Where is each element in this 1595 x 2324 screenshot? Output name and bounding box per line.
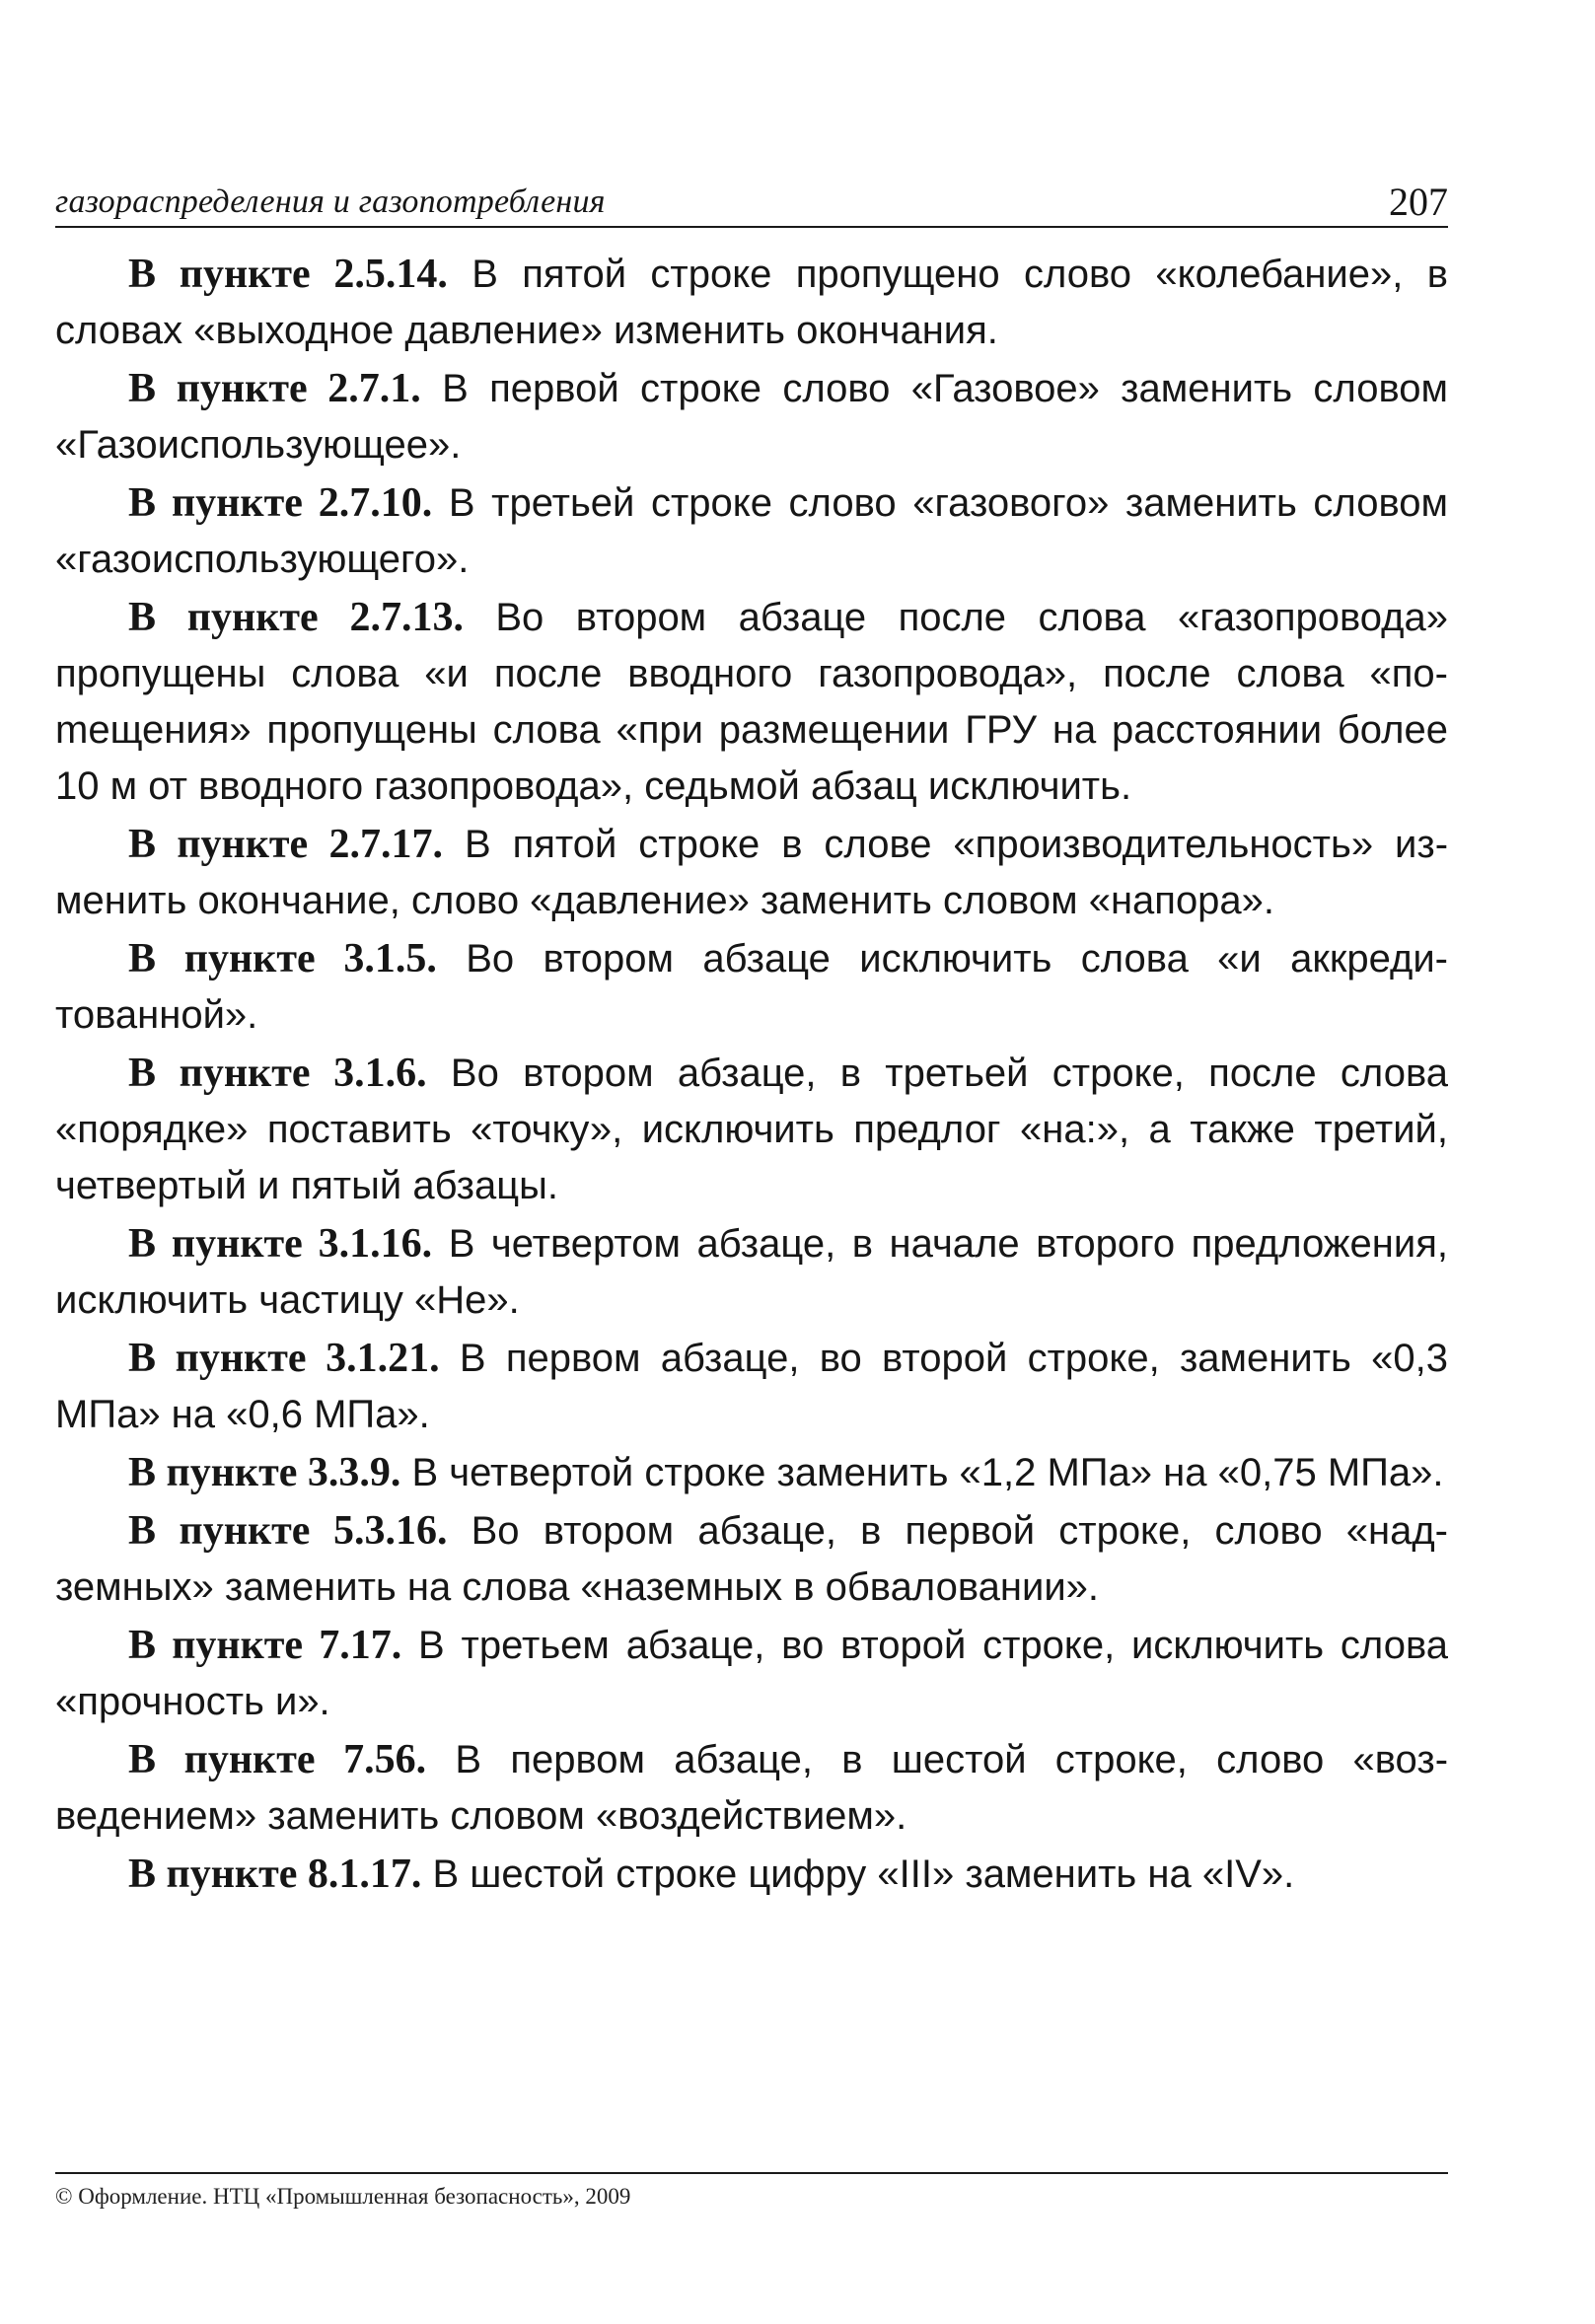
- amendment-text: В третьем абзаце, во второй строке, исключить слова «прочность и».: [55, 1624, 1448, 1723]
- copyright-footer: © Оформление. НТЦ «Промышленная безопасность», 2009: [55, 2184, 631, 2209]
- clause-reference: В пункте 2.7.13.: [128, 595, 464, 640]
- amendment-paragraph: [55, 1847, 1448, 1903]
- footer-divider: [55, 2172, 1448, 2174]
- clause-reference: В пункте 7.56.: [128, 1737, 427, 1782]
- clause-reference: В пункте 8.1.17.: [128, 1852, 422, 1897]
- clause-reference: В пункте 2.7.10.: [128, 480, 433, 526]
- amendment-paragraph: [55, 1503, 1448, 1616]
- clause-reference: В пункте 3.1.16.: [128, 1221, 433, 1267]
- amendment-paragraph: [55, 475, 1448, 588]
- amendment-text: Во втором абзаце исключить слова «и аккредитованной».: [55, 937, 1448, 1037]
- running-title: газораспределения и газопотребления: [55, 183, 606, 220]
- amendments-list: [55, 247, 1448, 1905]
- header-divider: [55, 226, 1448, 228]
- amendment-text: В шестой строке цифру «III» заменить на «IV».: [421, 1852, 1295, 1896]
- amendment-text: В первом абзаце, во второй строке, заменить «0,3 МПа» на «0,6 МПа».: [55, 1337, 1448, 1436]
- clause-reference: В пункте 2.7.1.: [128, 366, 421, 411]
- clause-reference: В пункте 3.1.5.: [128, 936, 437, 981]
- amendment-text: В первой строке слово «Газовое» заменить словом «Газоиспользующее».: [55, 367, 1449, 467]
- amendment-text: В пятой строке в слове «производительность» изменить окончание, слово «давление» заменить словом «напора».: [55, 823, 1449, 922]
- amendment-text: В третьей строке слово «газового» заменить словом «газоиспользующего».: [55, 481, 1448, 581]
- amendment-text: Во втором абзаце, в первой строке, слово «надземных» заменить на слова «наземных в обваловании».: [55, 1509, 1448, 1609]
- running-head: [55, 178, 1448, 231]
- amendment-paragraph: [55, 1331, 1448, 1443]
- amendment-paragraph: [55, 361, 1448, 473]
- amendment-paragraph: [55, 931, 1448, 1044]
- clause-reference: В пункте 3.1.21.: [128, 1336, 440, 1381]
- clause-reference: В пункте 2.5.14.: [128, 252, 448, 297]
- clause-reference: В пункте 3.1.6.: [128, 1051, 427, 1096]
- amendment-text: В пятой строке пропущено слово «колебание», в словах «выходное давление» изменить окончания.: [55, 253, 1448, 352]
- amendment-text: В четвертой строке заменить «1,2 МПа» на «0,75 МПа».: [400, 1451, 1444, 1494]
- amendment-paragraph: [55, 1216, 1448, 1329]
- amendment-paragraph: [55, 590, 1448, 815]
- amendment-text: В четвертом абзаце, в начале второго предложения, исключить частицу «Не».: [55, 1222, 1448, 1322]
- clause-reference: В пункте 5.3.16.: [128, 1508, 448, 1554]
- amendment-paragraph: [55, 1046, 1448, 1214]
- amendment-text: В первом абзаце, в шестой строке, слово «возведением» заменить словом «воздействием».: [55, 1738, 1449, 1838]
- page-number: 207: [1389, 180, 1448, 224]
- amendment-paragraph: [55, 1618, 1448, 1730]
- amendment-text: Во втором абзаце после слова «газопровода» пропущены слова «и после вводного газопровода», после слова «поmещения» пропущены слова «при размещении ГРУ на расстоянии более 10 м от вводного газопровода», седьмой абзац исключить.: [55, 596, 1448, 808]
- amendment-paragraph: [55, 1732, 1448, 1845]
- amendment-paragraph: [55, 817, 1448, 929]
- clause-reference: В пункте 2.7.17.: [128, 822, 444, 867]
- amendment-text: Во втором абзаце, в третьей строке, после слова «порядке» поставить «точку», исключить предлог «на:», а также третий, четвертый и пятый абзацы.: [55, 1052, 1448, 1207]
- amendment-paragraph: [55, 1445, 1448, 1501]
- amendment-paragraph: [55, 247, 1448, 359]
- clause-reference: В пункте 3.3.9.: [128, 1450, 401, 1495]
- clause-reference: В пункте 7.17.: [128, 1623, 402, 1668]
